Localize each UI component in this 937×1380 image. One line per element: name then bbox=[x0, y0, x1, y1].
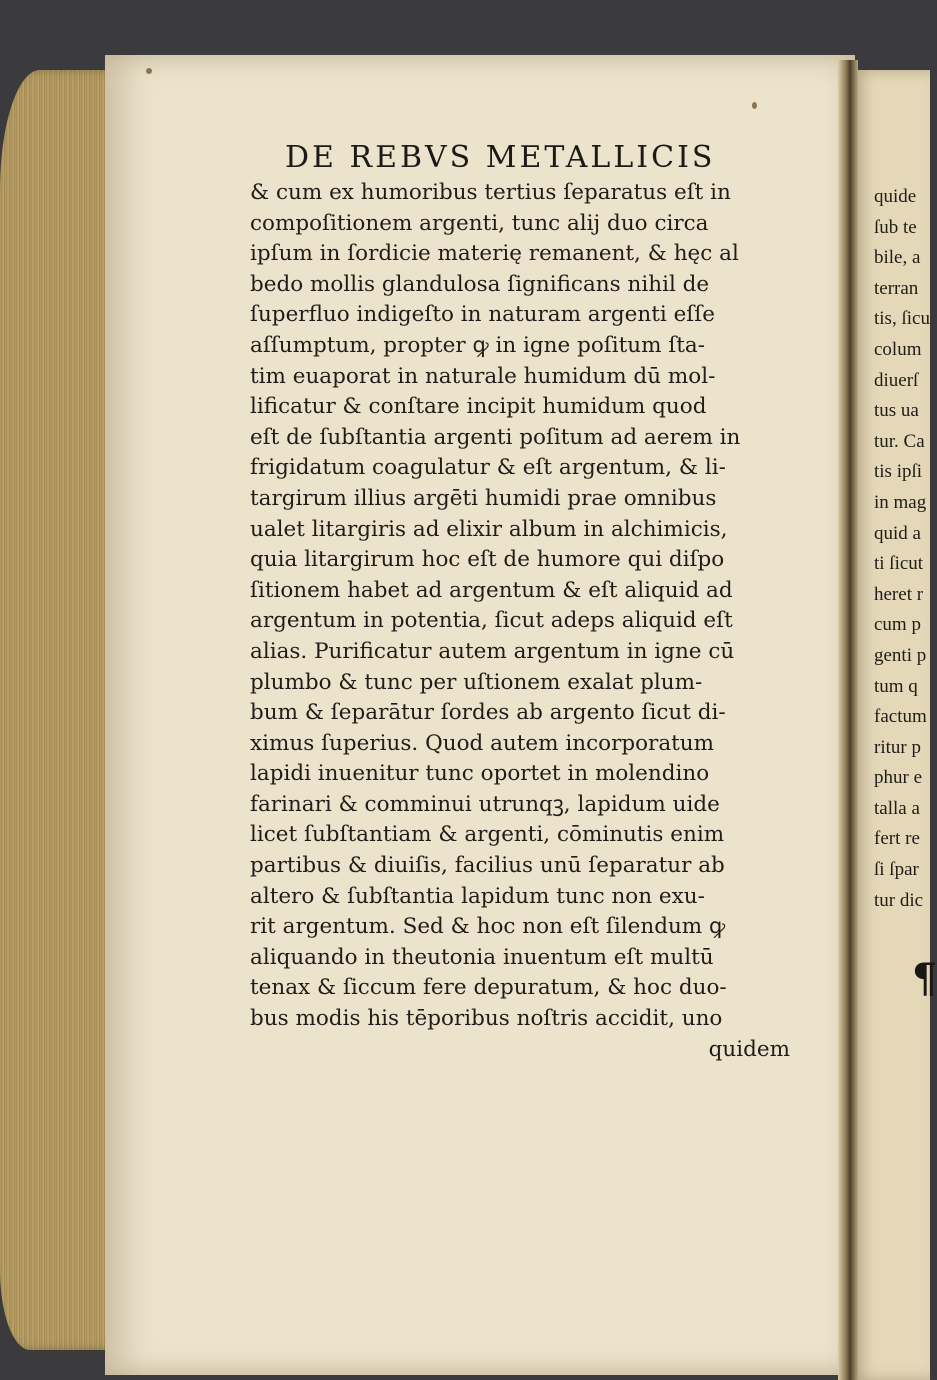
recto-line: phur e bbox=[874, 767, 923, 789]
recto-line: quid a bbox=[874, 522, 921, 544]
recto-line: ſub te bbox=[874, 216, 917, 238]
main-text bbox=[250, 178, 790, 1065]
text-line: quia litargirum hoc eſt de humore qui diſpo bbox=[250, 547, 725, 573]
text-line: aliquando in theutonia inuentum eſt multū bbox=[250, 944, 714, 970]
recto-line: terran bbox=[874, 277, 919, 299]
recto-line: in mag bbox=[874, 491, 927, 513]
text-line: compoſitionem argenti, tunc alij duo circa bbox=[250, 210, 709, 236]
recto-line: quide bbox=[874, 186, 917, 207]
text-line: ſuperfluo indigeſto in naturam argenti eſſe bbox=[250, 302, 715, 328]
text-line: lificatur & conſtare incipit humidum quod bbox=[250, 394, 707, 420]
text-line: bus modis his tēporibus noſtris accidit, uno bbox=[250, 1006, 723, 1032]
pilcrow-mark: ¶ bbox=[912, 955, 937, 1002]
running-head: DE REBVS METALLICIS bbox=[285, 140, 716, 175]
paper-speck bbox=[752, 102, 757, 109]
text-line: alias. Purificatur autem argentum in igne cū bbox=[250, 638, 735, 664]
text-line: targirum illius argēti humidi prae omnibus bbox=[250, 485, 717, 511]
recto-line: tus ua bbox=[874, 400, 919, 422]
text-line: ipſum in ſordicie materię remanent, & hęc al bbox=[250, 241, 739, 267]
paper-speck bbox=[146, 68, 152, 74]
recto-line: tur dic bbox=[874, 889, 924, 911]
text-line: plumbo & tunc per uſtionem exalat plum- bbox=[250, 669, 703, 695]
text-line: altero & ſubſtantia lapidum tunc non exu- bbox=[250, 883, 705, 909]
recto-line: ritur p bbox=[874, 736, 921, 758]
catchword: quidem bbox=[708, 1036, 790, 1062]
recto-line: talla a bbox=[874, 797, 920, 819]
recto-line: cum p bbox=[874, 614, 921, 636]
text-line: ſitionem habet ad argentum & eſt aliquid ad bbox=[250, 577, 733, 603]
text-line: & cum ex humoribus tertius ſeparatus eſt in bbox=[250, 180, 731, 205]
text-line: farinari & comminui utrunqꝫ, lapidum uide bbox=[250, 791, 720, 817]
text-line: rit argentum. Sed & hoc non eſt ſilendum ꝙ bbox=[250, 914, 726, 940]
recto-line: tur. Ca bbox=[874, 430, 925, 452]
text-line: aſſumptum, propter ꝙ in igne poſitum ſta- bbox=[250, 332, 706, 358]
recto-line: tum q bbox=[874, 675, 918, 697]
text-line: bedo mollis glandulosa ſignificans nihil de bbox=[250, 271, 710, 297]
recto-line: tis, ſicu bbox=[874, 308, 930, 330]
recto-line: fert re bbox=[874, 828, 920, 850]
text-line: ualet litargiris ad elixir album in alchimicis, bbox=[250, 516, 728, 542]
book-gutter bbox=[838, 60, 858, 1380]
recto-line: bile, a bbox=[874, 247, 921, 269]
text-line: ximus ſuperius. Quod autem incorporatum bbox=[250, 730, 715, 756]
text-line: bum & ſeparātur ſordes ab argento ſicut di- bbox=[250, 700, 726, 726]
recto-line: ſi ſpar bbox=[874, 859, 919, 881]
text-line: argentum in potentia, ſicut adeps aliquid eſt bbox=[250, 608, 733, 634]
recto-line: ti ſicut bbox=[874, 553, 924, 575]
recto-line: factum bbox=[874, 706, 927, 728]
text-line: partibus & diuiſis, facilius unū ſeparatur ab bbox=[250, 853, 725, 879]
recto-line: genti p bbox=[874, 644, 927, 666]
text-line: licet ſubſtantiam & argenti, cōminutis enim bbox=[250, 822, 725, 848]
text-line: tim euaporat in naturale humidum dū mol- bbox=[250, 363, 716, 389]
text-line: tenax & ſiccum fere depuratum, & hoc duo- bbox=[250, 975, 727, 1001]
recto-text-fragment bbox=[874, 182, 930, 916]
recto-line: diuerſ bbox=[874, 369, 919, 391]
recto-line: tis ipſi bbox=[874, 461, 923, 483]
text-line: frigidatum coagulatur & eſt argentum, & li- bbox=[250, 455, 726, 481]
text-line: eſt de ſubſtantia argenti poſitum ad aerem in bbox=[250, 424, 741, 450]
recto-line: colum bbox=[874, 338, 922, 360]
text-line: lapidi inuenitur tunc oportet in molendino bbox=[250, 761, 710, 787]
recto-line: heret r bbox=[874, 583, 924, 605]
